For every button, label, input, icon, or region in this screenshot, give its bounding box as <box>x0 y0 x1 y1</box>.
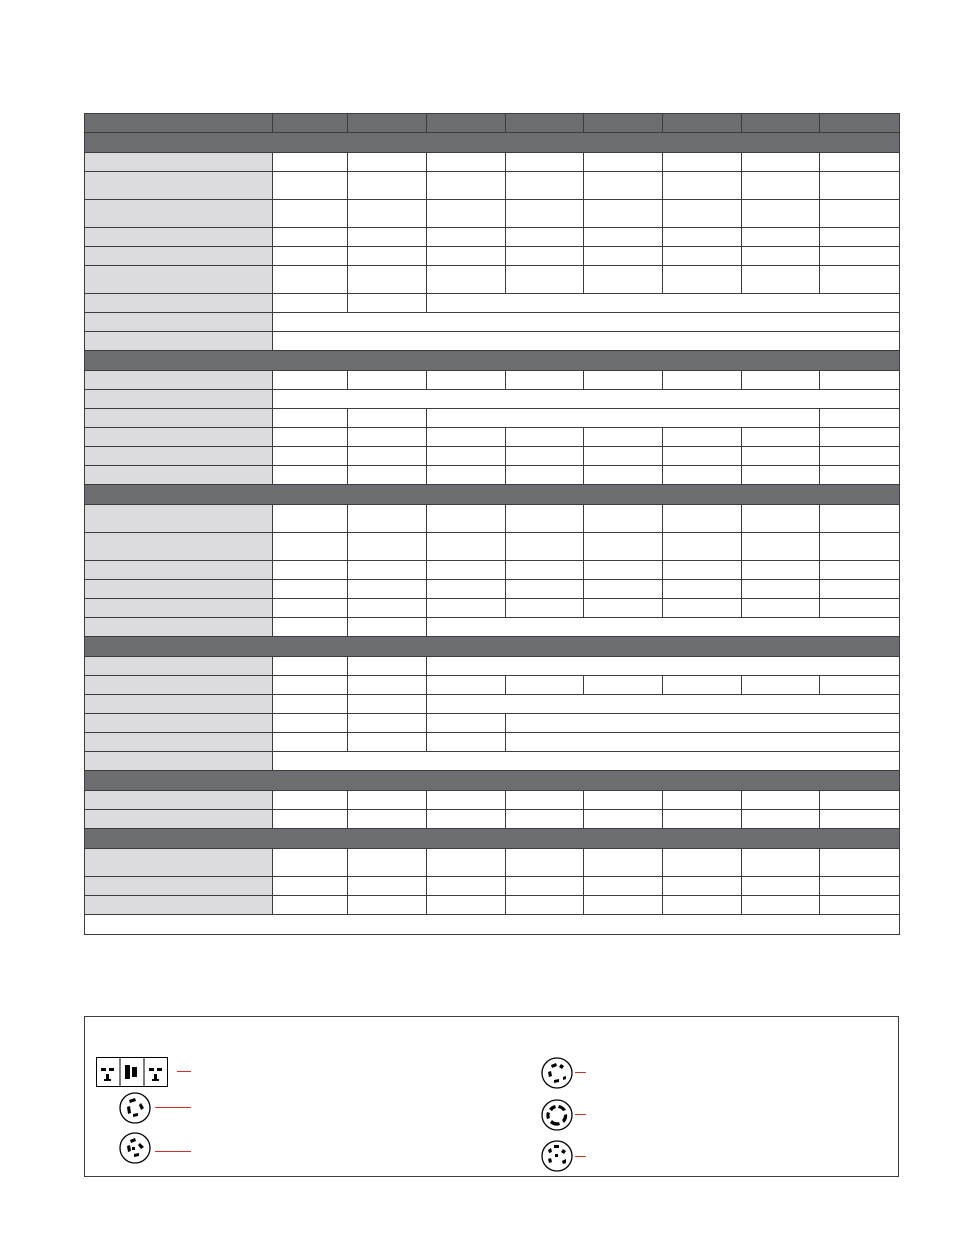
table-row <box>85 618 900 637</box>
table-row <box>85 580 900 599</box>
twist-lock-plug-icon <box>541 1057 573 1089</box>
table-row <box>85 752 900 771</box>
table-row <box>85 533 900 561</box>
table-row <box>85 505 900 533</box>
row-label-cell <box>85 733 273 752</box>
table-row <box>85 200 900 228</box>
table-row <box>85 247 900 266</box>
row-label-cell <box>85 447 273 466</box>
table-row <box>85 896 900 915</box>
section-header-row <box>85 771 900 791</box>
table-row <box>85 877 900 896</box>
row-label-cell <box>85 247 273 266</box>
row-label-cell <box>85 896 273 915</box>
table-row <box>85 371 900 390</box>
row-label-cell <box>85 200 273 228</box>
table-row <box>85 228 900 247</box>
section-header-cell <box>85 829 900 849</box>
leader-line <box>575 1156 586 1157</box>
row-label-cell <box>85 228 273 247</box>
table-row <box>85 172 900 200</box>
header-cell <box>427 114 506 133</box>
table-row <box>85 714 900 733</box>
table-row <box>85 447 900 466</box>
row-label-cell <box>85 791 273 810</box>
header-cell <box>506 114 584 133</box>
leader-line <box>177 1071 191 1072</box>
table-header-row <box>85 114 900 133</box>
leader-line <box>155 1107 191 1108</box>
twist-lock-plug-icon <box>119 1092 151 1124</box>
table-footnote-cell <box>85 915 900 935</box>
table-row <box>85 599 900 618</box>
table-row <box>85 409 900 428</box>
section-header-cell <box>85 485 900 505</box>
row-label-cell <box>85 409 273 428</box>
leader-line <box>575 1114 586 1115</box>
row-label-cell <box>85 533 273 561</box>
spec-table <box>84 113 900 935</box>
table-footnote-row <box>85 915 900 935</box>
row-label-cell <box>85 599 273 618</box>
table-row <box>85 676 900 695</box>
row-label-cell <box>85 695 273 714</box>
leader-line <box>155 1151 191 1152</box>
row-label-cell <box>85 877 273 896</box>
row-label-cell <box>85 580 273 599</box>
table-row <box>85 810 900 829</box>
section-header-row <box>85 351 900 371</box>
section-header-cell <box>85 637 900 657</box>
row-label-cell <box>85 676 273 695</box>
table-row <box>85 561 900 580</box>
table-row <box>85 294 900 313</box>
row-label-cell <box>85 505 273 533</box>
header-cell <box>273 114 348 133</box>
row-label-cell <box>85 332 273 351</box>
row-label-cell <box>85 849 273 877</box>
header-cell <box>85 114 273 133</box>
table-row <box>85 466 900 485</box>
twist-lock-plug-icon <box>541 1140 573 1172</box>
header-cell <box>742 114 820 133</box>
table-row <box>85 849 900 877</box>
row-label-cell <box>85 153 273 172</box>
section-header-cell <box>85 351 900 371</box>
twist-lock-plug-icon <box>541 1099 573 1131</box>
row-label-cell <box>85 294 273 313</box>
table-row <box>85 695 900 714</box>
section-header-row <box>85 485 900 505</box>
header-cell <box>663 114 742 133</box>
table-row <box>85 266 900 294</box>
row-label-cell <box>85 313 273 332</box>
table-row <box>85 153 900 172</box>
row-label-cell <box>85 752 273 771</box>
row-label-cell <box>85 561 273 580</box>
twist-lock-plug-icon <box>119 1132 151 1164</box>
table-row <box>85 791 900 810</box>
row-label-cell <box>85 266 273 294</box>
row-label-cell <box>85 390 273 409</box>
row-label-cell <box>85 657 273 676</box>
table-row <box>85 428 900 447</box>
row-label-cell <box>85 371 273 390</box>
row-label-cell <box>85 466 273 485</box>
header-cell <box>584 114 663 133</box>
table-row <box>85 390 900 409</box>
table-row <box>85 313 900 332</box>
section-header-row <box>85 829 900 849</box>
row-label-cell <box>85 714 273 733</box>
receptacle-strip-icon <box>96 1057 168 1087</box>
section-header-cell <box>85 771 900 791</box>
table-row <box>85 657 900 676</box>
row-label-cell <box>85 172 273 200</box>
section-header-row <box>85 133 900 153</box>
leader-line <box>575 1072 586 1073</box>
section-header-row <box>85 637 900 657</box>
header-cell <box>348 114 427 133</box>
table-row <box>85 733 900 752</box>
table-row <box>85 332 900 351</box>
header-cell <box>820 114 900 133</box>
row-label-cell <box>85 810 273 829</box>
section-header-cell <box>85 133 900 153</box>
row-label-cell <box>85 618 273 637</box>
connector-legend <box>84 1016 899 1177</box>
row-label-cell <box>85 428 273 447</box>
